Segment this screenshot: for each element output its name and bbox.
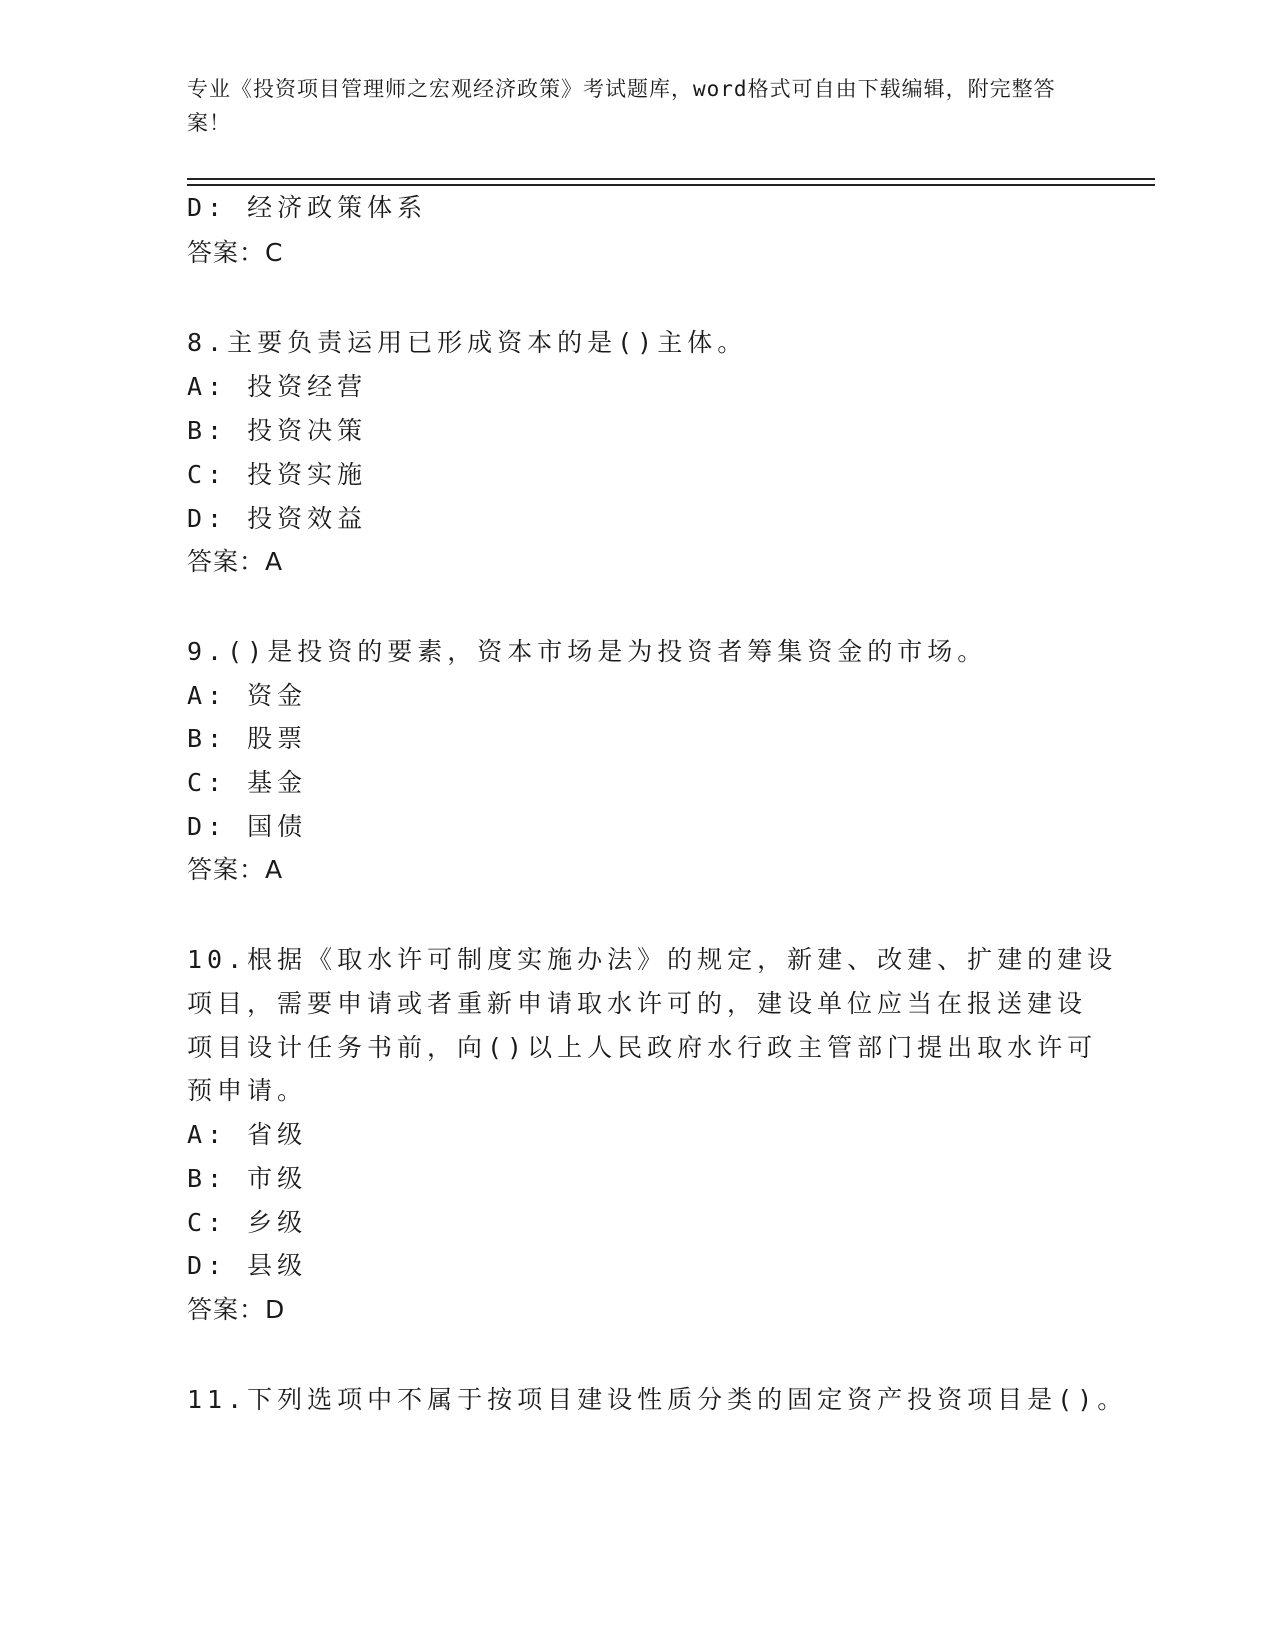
answer: 答案：A: [187, 547, 284, 576]
question-11: 11.下列选项中不属于按项目建设性质分类的固定资产投资项目是()。: [187, 1385, 1128, 1414]
question-8: 8.主要负责运用已形成资本的是()主体。: [187, 328, 748, 357]
question-10-line-2: 项目，需要申请或者重新申请取水许可的，建设单位应当在报送建设: [187, 989, 1088, 1018]
option-d: D: 国债: [187, 812, 308, 841]
option-d: D: 投资效益: [187, 504, 368, 533]
option-d: D: 经济政策体系: [187, 193, 428, 222]
option-c: C: 投资实施: [187, 460, 368, 489]
question-10-line-1: 10.根据《取水许可制度实施办法》的规定，新建、改建、扩建的建设: [187, 945, 1118, 974]
option-c: C: 基金: [187, 768, 308, 797]
answer: 答案：C: [187, 238, 284, 267]
option-b: B: 股票: [187, 724, 308, 753]
header-rule-bottom: [187, 184, 1155, 186]
option-c: C: 乡级: [187, 1208, 308, 1237]
answer: 答案：D: [187, 1295, 286, 1324]
option-b: B: 投资决策: [187, 416, 368, 445]
question-9: 9.()是投资的要素，资本市场是为投资者筹集资金的市场。: [187, 637, 988, 666]
question-10-line-3: 项目设计任务书前，向()以上人民政府水行政主管部门提出取水许可: [187, 1033, 1098, 1062]
option-a: A: 省级: [187, 1120, 308, 1149]
header-rule-top: [187, 178, 1155, 180]
question-10-line-4: 预申请。: [187, 1076, 308, 1105]
option-a: A: 投资经营: [187, 372, 368, 401]
option-b: B: 市级: [187, 1164, 308, 1193]
answer: 答案：A: [187, 855, 284, 884]
option-a: A: 资金: [187, 681, 308, 710]
option-d: D: 县级: [187, 1251, 308, 1280]
document-header: 专业《投资项目管理师之宏观经济政策》考试题库，word格式可自由下载编辑，附完整答案！: [187, 77, 1056, 135]
